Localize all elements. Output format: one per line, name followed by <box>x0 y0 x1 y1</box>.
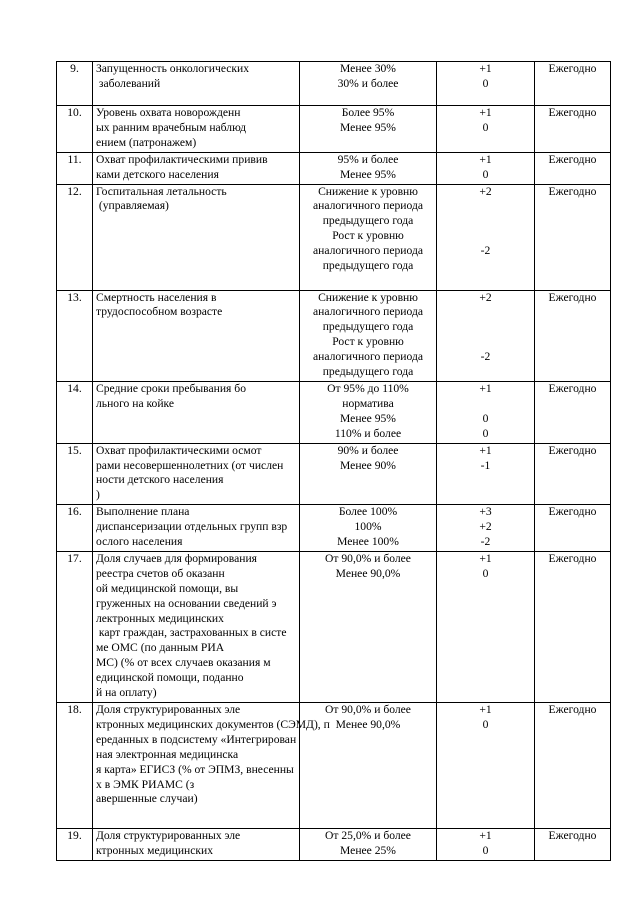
row-number: 9. <box>57 62 93 106</box>
score-column <box>437 106 535 153</box>
criterion-line: аналогичного периода <box>313 244 423 258</box>
indicator-name-line: Госпитальная летальность <box>96 184 227 198</box>
score-column <box>437 829 535 861</box>
evaluation-period: Ежегодно <box>535 62 611 106</box>
evaluation-criteria <box>300 829 437 861</box>
score-column <box>437 703 535 829</box>
indicator-name-line: Доля структурированных эле <box>96 829 241 842</box>
score-value: 0 <box>482 167 489 181</box>
indicator-name-line: Уровень охвата новорожденн <box>96 106 241 119</box>
indicator-name-line: Доля структурированных эле <box>96 703 241 716</box>
criterion-line: 110% и более <box>334 426 402 440</box>
score-value <box>440 305 531 320</box>
indicator-name-line: Охват профилактическими привив <box>96 152 268 166</box>
criterion-line: Менее 95% <box>340 411 396 425</box>
criterion-line: Менее 100% <box>337 535 399 549</box>
score-column <box>437 551 535 702</box>
criterion-line: Менее 90,0% <box>335 717 401 731</box>
score-value: 0 <box>482 76 489 90</box>
score-value <box>440 365 531 380</box>
indicator-name-line: МС) (% от всех случаев оказания м <box>96 656 271 670</box>
evaluation-period: Ежегодно <box>535 184 611 290</box>
evaluation-criteria <box>300 443 437 505</box>
score-value: +1 <box>479 152 492 166</box>
criterion-line: Менее 90% <box>340 458 396 472</box>
criterion-line: От 25,0% и более <box>325 829 411 842</box>
evaluation-period: Ежегодно <box>535 106 611 153</box>
row-number: 16. <box>57 505 93 552</box>
row-number: 18. <box>57 703 93 829</box>
table-row <box>57 152 611 184</box>
indicator-name-line: я карта» ЕГИСЗ (% от ЭПМЗ, внесенны <box>96 762 294 776</box>
evaluation-period: Ежегодно <box>535 443 611 505</box>
indicator-name-line: ктронных медицинских <box>96 843 214 857</box>
evaluation-period: Ежегодно <box>535 703 611 829</box>
indicator-name-line: рами несовершеннолетних (от числен <box>96 458 284 472</box>
criterion-line: 95% и более <box>337 152 399 166</box>
indicator-name-line: груженных на основании сведений э <box>96 596 277 610</box>
row-number: 14. <box>57 381 93 443</box>
score-value: +1 <box>479 703 492 716</box>
criterion-line: Рост к уровню <box>332 229 404 243</box>
score-column <box>437 152 535 184</box>
row-number: 12. <box>57 184 93 290</box>
indicator-name-line: трудоспособном возрасте <box>96 305 223 319</box>
indicator-name-line: ме ОМС (по данным РИА <box>96 641 225 655</box>
row-number: 17. <box>57 551 93 702</box>
indicator-name <box>93 505 300 552</box>
criterion-line: Более 100% <box>338 505 398 519</box>
score-value: +1 <box>479 106 492 119</box>
indicator-name-line: ктронных медицинских документов (СЭМД), п <box>96 717 330 731</box>
table-row <box>57 505 611 552</box>
table-row <box>57 381 611 443</box>
indicator-name-line: (управляемая) <box>96 199 169 213</box>
criterion-line: предыдущего года <box>322 365 414 379</box>
table-row <box>57 62 611 106</box>
table-row <box>57 443 611 505</box>
criterion-line: Снижение к уровню <box>318 290 418 304</box>
indicator-name-line: Запущенность онкологических <box>96 62 250 75</box>
evaluation-criteria <box>300 106 437 153</box>
score-value <box>440 199 531 214</box>
criterion-line: Более 95% <box>341 106 395 119</box>
score-column <box>437 62 535 106</box>
criterion-line: предыдущего года <box>322 214 414 228</box>
table-row <box>57 703 611 829</box>
score-value: +2 <box>479 184 492 198</box>
indicator-name <box>93 152 300 184</box>
score-value: +2 <box>479 290 492 304</box>
score-value: +1 <box>479 829 492 842</box>
indicator-name <box>93 62 300 106</box>
table-row <box>57 106 611 153</box>
evaluation-period: Ежегодно <box>535 505 611 552</box>
criterion-line: аналогичного периода <box>313 199 423 213</box>
criterion-line: предыдущего года <box>322 259 414 273</box>
evaluation-criteria <box>300 505 437 552</box>
indicator-name <box>93 106 300 153</box>
evaluation-criteria <box>300 381 437 443</box>
score-value <box>440 214 531 229</box>
row-number: 15. <box>57 443 93 505</box>
indicator-name <box>93 381 300 443</box>
indicator-name-line: диспансеризации отдельных групп взр <box>96 520 288 534</box>
indicators-table-body <box>57 62 611 861</box>
score-value: 0 <box>482 566 489 580</box>
criterion-line: От 90,0% и более <box>325 703 411 716</box>
criterion-line: аналогичного периода <box>313 305 423 319</box>
score-value <box>440 259 531 274</box>
evaluation-period: Ежегодно <box>535 829 611 861</box>
criterion-line: От 95% до 110% <box>327 381 409 395</box>
evaluation-period: Ежегодно <box>535 551 611 702</box>
score-value <box>440 320 531 335</box>
score-value: -2 <box>480 535 491 549</box>
score-value <box>440 397 531 412</box>
indicator-name-line: ) <box>96 488 100 502</box>
indicators-table <box>56 61 611 861</box>
indicator-name <box>93 551 300 702</box>
score-value: 0 <box>482 717 489 731</box>
indicator-name-line: льного на койке <box>96 396 175 410</box>
score-value: -1 <box>480 458 491 472</box>
indicator-name-line: ереданных в подсистему «Интегрирован <box>96 732 297 746</box>
indicator-name-line: ная электронная медицинска <box>96 747 239 761</box>
indicator-name <box>93 443 300 505</box>
score-value: +1 <box>479 62 492 75</box>
score-value: -2 <box>480 244 491 258</box>
indicator-name-line: ности детского населения <box>96 473 224 487</box>
criterion-line: Менее 95% <box>340 167 396 181</box>
score-value: -2 <box>480 350 491 364</box>
evaluation-criteria <box>300 152 437 184</box>
score-value: 0 <box>482 843 489 857</box>
indicator-name-line: ками детского населения <box>96 167 219 181</box>
criterion-line: Менее 90,0% <box>335 566 401 580</box>
score-value: 0 <box>482 411 489 425</box>
score-value: +3 <box>479 505 492 519</box>
indicator-name <box>93 703 330 829</box>
score-column <box>437 290 535 381</box>
criterion-line: аналогичного периода <box>313 350 423 364</box>
indicator-name-line: заболеваний <box>96 76 161 90</box>
evaluation-criteria <box>300 184 437 290</box>
indicator-name-line: х в ЭМК РИАМС (з <box>96 777 195 791</box>
indicator-name-line: Доля случаев для формирования <box>96 551 257 565</box>
score-value: +1 <box>479 381 492 395</box>
indicator-name-line: едицинской помощи, поданно <box>96 671 244 685</box>
indicator-name <box>93 290 300 381</box>
indicator-name <box>93 184 300 290</box>
table-row <box>57 290 611 381</box>
score-value <box>440 335 531 350</box>
criterion-line: норматива <box>342 396 394 410</box>
evaluation-criteria <box>300 62 437 106</box>
criterion-line: 30% и более <box>337 76 399 90</box>
indicator-name-line: реестра счетов об оказанн <box>96 566 225 580</box>
indicator-name-line: ением (патронажем) <box>96 135 197 149</box>
indicator-name-line: Смертность населения в <box>96 290 217 304</box>
row-number: 19. <box>57 829 93 861</box>
indicator-name-line: й на оплату) <box>96 686 157 700</box>
row-number: 10. <box>57 106 93 153</box>
criterion-line: Менее 30% <box>340 62 396 75</box>
criterion-line: предыдущего года <box>322 320 414 334</box>
indicator-name-line: ослого населения <box>96 535 183 549</box>
indicator-name-line: Выполнение плана <box>96 505 190 519</box>
score-value: +2 <box>479 520 492 534</box>
indicator-name-line: Охват профилактическими осмот <box>96 443 262 457</box>
table-row <box>57 184 611 290</box>
indicator-name-line: ых ранним врачебным наблюд <box>96 120 247 134</box>
evaluation-period: Ежегодно <box>535 381 611 443</box>
score-value: +1 <box>479 443 492 457</box>
criterion-line: От 90,0% и более <box>325 551 411 565</box>
row-number: 11. <box>57 152 93 184</box>
score-value: +1 <box>479 551 492 565</box>
score-column <box>437 381 535 443</box>
score-value: 0 <box>482 426 489 440</box>
evaluation-period: Ежегодно <box>535 290 611 381</box>
score-column <box>437 505 535 552</box>
evaluation-criteria <box>300 551 437 702</box>
indicator-name-line: карт граждан, застрахованных в систе <box>96 626 287 640</box>
criterion-line: 90% и более <box>337 443 399 457</box>
evaluation-period: Ежегодно <box>535 152 611 184</box>
row-number: 13. <box>57 290 93 381</box>
indicator-name-line: лектронных медицинских <box>96 611 224 625</box>
indicator-name-line: ой медицинской помощи, вы <box>96 581 239 595</box>
evaluation-criteria <box>300 290 437 381</box>
criterion-line: Менее 25% <box>340 843 396 857</box>
score-value <box>440 229 531 244</box>
criterion-line: Рост к уровню <box>332 335 404 349</box>
table-row <box>57 829 611 861</box>
criterion-line: 100% <box>354 520 382 534</box>
criterion-line: Менее 95% <box>340 120 396 134</box>
score-value: 0 <box>482 120 489 134</box>
criterion-line: Снижение к уровню <box>318 184 418 198</box>
indicator-name <box>93 829 300 861</box>
score-column <box>437 184 535 290</box>
indicator-name-line: Средние сроки пребывания бо <box>96 381 246 395</box>
score-column <box>437 443 535 505</box>
table-row <box>57 551 611 702</box>
indicator-name-line: авершенные случаи) <box>96 792 198 806</box>
